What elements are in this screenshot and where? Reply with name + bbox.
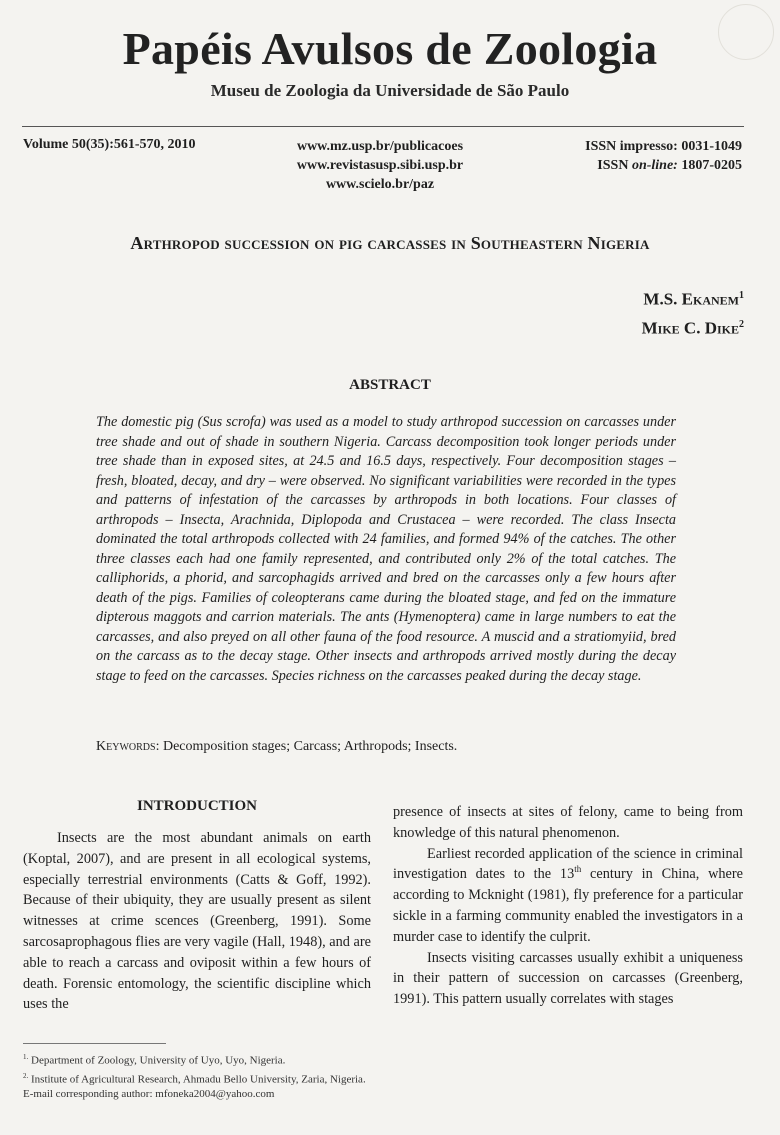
- right-column: [393, 802, 743, 1010]
- author: M.S. Ekanem$^1$: [643, 289, 744, 309]
- body-paragraph: presence of insects at sites of felony, came to being from knowledge of this natural phenomenon.: [393, 804, 743, 841]
- journal-urls: [270, 137, 490, 194]
- abstract-heading: ABSTRACT: [349, 377, 431, 393]
- footnote-email: E-mail corresponding author: mfoneka2004@yahoo.com: [23, 1088, 275, 1101]
- issn-online: ISSN on-line: 1807-0205: [597, 158, 742, 173]
- issn-print: ISSN impresso: 0031-1049: [585, 139, 742, 154]
- left-column: [23, 796, 371, 1015]
- journal-title: Papéis Avulsos de Zoologia: [122, 23, 658, 74]
- footnote: $^{1.}$ Department of Zoology, University of Uyo, Uyo, Nigeria.: [23, 1053, 286, 1067]
- author-list: [642, 283, 744, 340]
- keywords-label: Keywords: [96, 739, 156, 754]
- issn-block: [585, 137, 742, 175]
- keywords: Keywords: Decomposition stages; Carcass; Arthropods; Insects.: [96, 739, 458, 754]
- volume-info: Volume 50(35):561-570, 2010: [23, 137, 196, 152]
- header-divider: [22, 126, 744, 127]
- footnote: $^{2.}$ Institute of Agricultural Research, Ahmadu Bello University, Zaria, Nigeria.: [23, 1071, 366, 1086]
- abstract-body: The domestic pig (Sus scrofa) was used as a model to study arthropod succession on carcasses under tree shade and out of shade in southern Nigeria. Carcass decomposition took longer periods under tree shade than in exposed sites, at 24.5 and 16.5 days, respectively. Four decomposition stages – fresh, bloated, decay, and dry – were observed. No significant variabilities were recorded in the types and patterns of infestation of the carcasses by arthropods in both locations. Four classes of arthropods – Insecta, Arachnida, Diplopoda and Crustacea – were recorded. The class Insecta dominated the total arthropods collected with 24 families, and formed 94% of the catches. The other three classes each had one family represented, and contributed only 2% of the total catches. The calliphorids, a phorid, and sarcophagids arrived and bred on the carcasses only a few hours after death of the pigs. Families of coleopterans came during the bloated stage, and fed on the immature dipterous maggots and carrion materials. The ants (Hymenoptera) came in large numbers to eat the carcasses, and also preyed on all other fauna of the food resource. A muscid and a stratiomyiid, bred on the carcass as to the decay stage. Other insects and arthropods arrived mostly during the decay stage to feed on the carcasses. Species richness on the carcasses peaked during the decay stage.: [96, 414, 676, 684]
- introduction-heading: INTRODUCTION: [136, 798, 257, 814]
- article-title: Arthropod succession on pig carcasses in Southeastern Nigeria: [130, 233, 650, 253]
- footnotes: [23, 1050, 366, 1102]
- body-paragraph: Earliest recorded application of the science in criminal investigation dates to the 13th century in China, where according to Mcknight (1981), fly preference for a particular sickle in a farming community enabled the investigators in a murder case to identify the culprit.: [393, 845, 743, 945]
- body-paragraph: Insects are the most abundant animals on earth (Koptal, 2007), and are present in all ecological systems, especially terrestrial environments (Catts & Goff, 1992). Because of their ubiquity, they are usually present as silent witnesses at crime scences (Greenberg, 1991). Some sarcosaprophagous flies are very vagile (Hall, 1948), and are able to reach a carcass and oviposit within a few hours of death. Forensic entomology, the scientific discipline which uses the: [23, 830, 371, 1013]
- author: Mike C. Dike$^2$: [641, 318, 744, 338]
- footnote-divider: [23, 1043, 166, 1044]
- journal-url[interactable]: www.revistasusp.sibi.usp.br: [296, 158, 464, 173]
- journal-subtitle: Museu de Zoologia da Universidade de São Paulo: [210, 81, 570, 100]
- body-paragraph: Insects visiting carcasses usually exhibit a uniqueness in their pattern of succession on carcasses (Greenberg, 1991). This pattern usually correlates with stages: [393, 949, 743, 1008]
- journal-url[interactable]: www.mz.usp.br/publicacoes: [296, 139, 464, 154]
- journal-url[interactable]: www.scielo.br/paz: [325, 177, 435, 192]
